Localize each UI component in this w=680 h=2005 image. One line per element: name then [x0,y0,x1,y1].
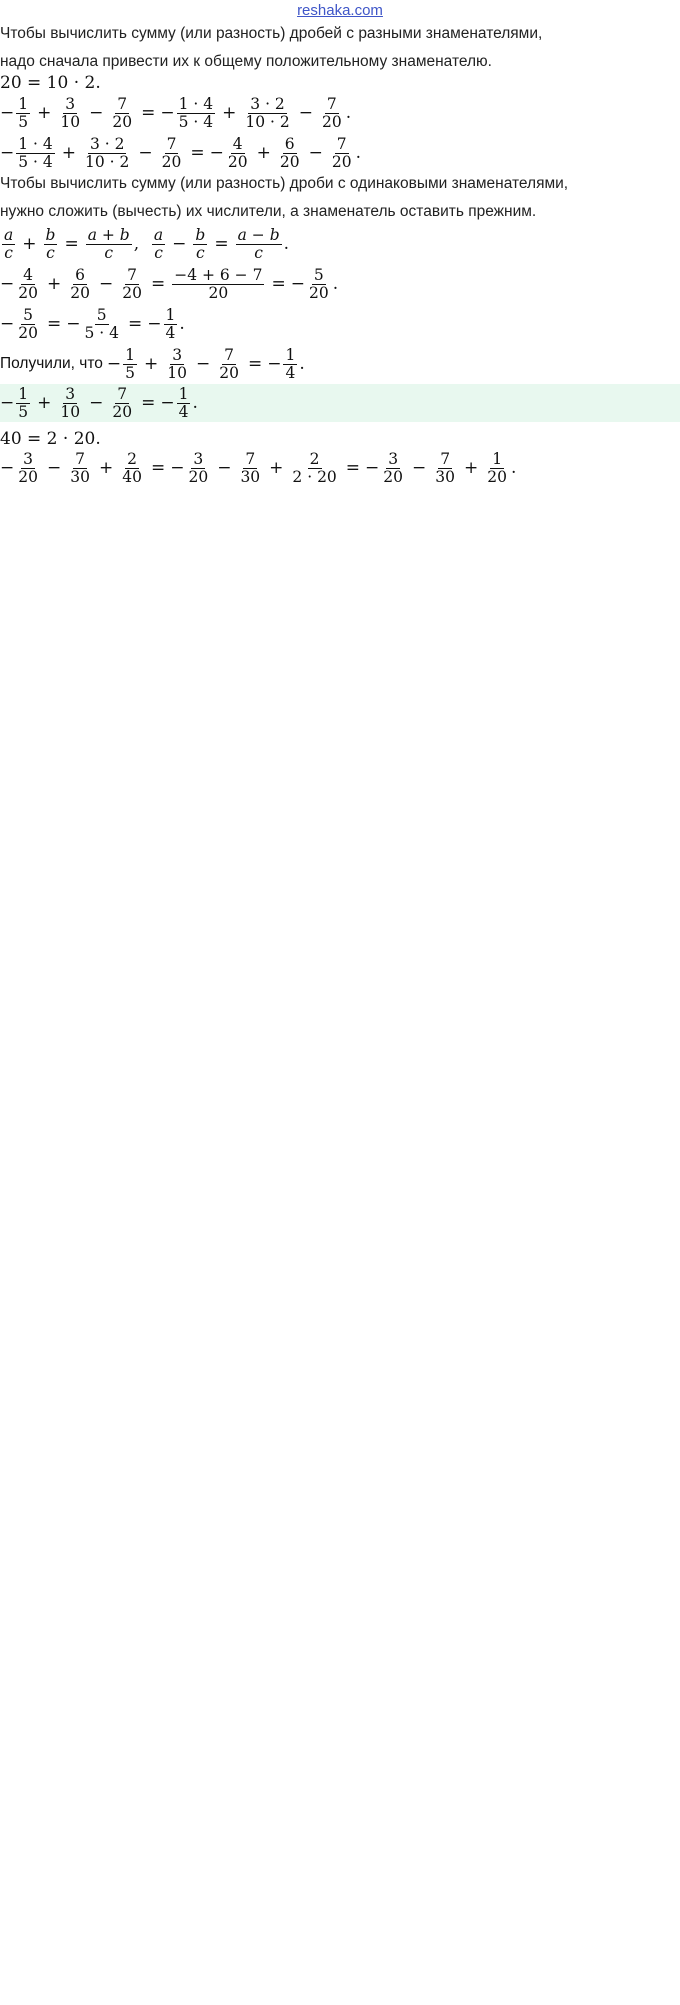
lcd-line [0,72,676,94]
math-line: − $\frac{4}{20}$ + $\frac{6}{20}$ − $\frac{7}{20}$ = $\frac{-4 + 6 - 7}{20}$ = − $\frac{5}{20}$ . [0,265,339,302]
math-line: − $\frac{3}{20}$ − $\frac{7}{30}$ + $\frac{2}{40}$ = − $\frac{3}{20}$ − $\frac{7}{30}$ + $\frac{2}{2 \cdot 20}$ = − $\frac{3}{20}$ − $\frac{7}{30}$ + $\frac{1}{20}$ . [0,449,517,486]
rule-text: Чтобы вычислить сумму (или разность) дроби с одинаковыми знаменателями, [0,175,569,192]
site-header-link[interactable]: reshaka.com [297,2,383,19]
lcd-line [0,428,676,450]
result-line: Получили, что − $\frac{1}{5}$ + $\frac{3}{10}$ − $\frac{7}{20}$ = − $\frac{1}{4}$ . [0,345,305,382]
math-line: − $\frac{5}{20}$ = − $\frac{5}{5 \cdot 4}$ = − $\frac{1}{4}$ . [0,305,185,342]
rule-text: нужно сложить (вычесть) их числители, а знаменатель оставить прежним. [0,203,537,220]
answer-line: − $\frac{1}{5}$ + $\frac{3}{10}$ − $\frac{7}{20}$ = − $\frac{1}{4}$ . [0,384,198,421]
rule-text: надо сначала привести их к общему положительному знаменателю. [0,53,492,70]
lcd-text: 40 = 2 · 20. [0,429,101,449]
lcd-text: 20 = 10 · 2. [0,73,101,93]
math-line: − $\frac{1 \cdot 4}{5 \cdot 4}$ + $\frac{3 \cdot 2}{10 \cdot 2}$ − $\frac{7}{20}$ = − $\frac{4}{20}$ + $\frac{6}{20}$ − $\frac{7}{20}$ . [0,134,361,171]
math-line: $\frac{a}{c}$ + $\frac{b}{c}$ = $\frac{a + b}{c}$ , $\frac{a}{c}$ − $\frac{b}{c}$ = $\frac{a - b}{c}$ . [4,225,290,262]
math-line: − $\frac{1}{5}$ + $\frac{3}{10}$ − $\frac{7}{20}$ = − $\frac{1 \cdot 4}{5 \cdot 4}$ + $\frac{3 \cdot 2}{10 \cdot 2}$ − $\frac{7}{20}$ . [0,94,352,131]
rule-text: Чтобы вычислить сумму (или разность) дробей с разными знаменателями, [0,25,543,42]
got-label: Получили, что [0,355,103,372]
